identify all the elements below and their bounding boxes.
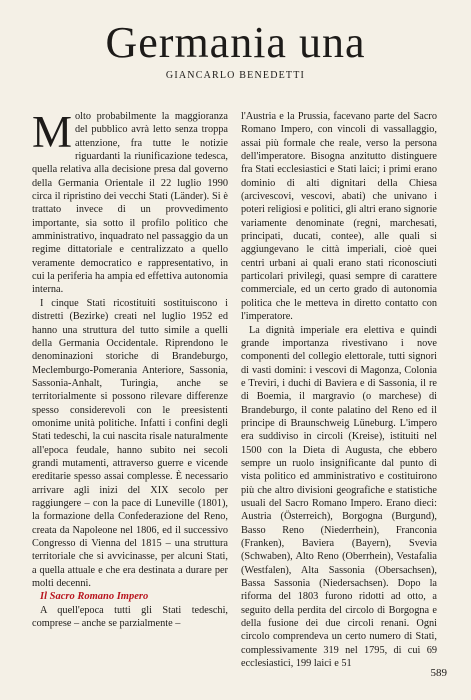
section-heading: Il Sacro Romano Impero <box>40 591 149 603</box>
paragraph-stati: I cinque Stati ricostituiti sostituiscono i distretti (Bezirke) creati nel luglio 1952 ed hanno una struttura del tutto simile a quelli della Germania Occidentale. Riprendono le denominazioni storiche di Brandeburgo, Meclemburgo-Pomerania Anteriore, Sassonia, Sassonia-Anhalt, Turingia, anche se territorialmente si possono rilevare differenze spesso considerevoli con le preesistenti omonime unità politiche. Infatti i confini degli Stati tedeschi, la cui nascita risale naturalmente all'epoca feudale, hanno subito nei secoli grandi mutamenti, attraverso guerre e vicende ereditarie spesso assai complesse. È necessario arrivare agli inizi del XIX secolo per raggiungere – con la pace di Luneville (1801), la formazione della Confederazione del Reno, creata da Napoleone nel 1806, ed il successivo Congresso di Vienna del 1815 – una struttura territoriale che si avvicinasse, per alcuni Stati, a quella attuale e che era destinata a durare per molti decenni. <box>32 297 228 590</box>
left-column <box>32 107 228 630</box>
intro-paragraph-text: olto probabilmente la maggioranza del pubblico avrà letto senza troppa attenzione, fra tutte le notizie riguardanti la riunificazione tedesca, quella relativa alla decisione presa dal governo della Germania Orientale il 22 luglio 1990 circa il ripristino dei vecchi Stati (Länder). Si è trattato invece di un provvedimento importante, sia sotto il profilo politico che amministrativo, inquadrato nel passaggio da un regime dittatoriale e centralizzato a quello veramente democratico e rappresentativo, in cui la periferia ha ampia ed effettiva autonomia interna. <box>32 111 228 296</box>
paragraph-epoca: A quell'epoca tutti gli Stati tedeschi, comprese – anche se parzialmente – <box>32 604 228 630</box>
author-name: GIANCARLO BENEDETTI <box>165 70 306 81</box>
drop-cap: M <box>32 107 73 157</box>
paragraph-dignita: La dignità imperiale era elettiva e quindi grande importanza rivestivano i nove componenti del collegio elettorale, tutti signori di vasti domini: i vescovi di Magonza, Colonia e Treviri, i duchi di Baviera e di Sassonia, il re di Boemia, il margravio (o marchese) di Brandeburgo, il conte palatino del Reno ed il principe di Braunschweig Lüneburg. L'impero era suddiviso in circoli (Kreise), istituiti nel 1500 con la Dieta di Augusta, che ebbero sempre un ruolo insignificante dal punto di vista politico ed amministrativo e costituirono più che altro divisioni geografiche e statistiche usuali del Sacro Romano Impero. Erano dieci: Austria (Österreich), Borgogna (Burgund), Basso Reno (Niederrhein), Franconia (Franken), Baviera (Bayern), Svevia (Schwaben), Alto Reno (Oberrhein), Vestafalia (Westfalen), Alta Sassonia (Obersachsen), Bassa Sassonia (Niedersachsen). Dopo la riforma del 1803 furono ridotti ad otto, a seguito della perdita del circolo di Borgogna e della fusione dei due circoli renani. Ogni circolo comprendeva un certo numero di Stati, complessivamente 319 nel 1795, di cui 69 ecclesiastici, 199 laici e 51 <box>241 324 437 670</box>
right-column <box>241 110 437 670</box>
paragraph-austria: l'Austria e la Prussia, facevano parte del Sacro Romano Impero, con vincoli di vassallaggio, assai più formale che reale, verso la persona dell'imperatore. Bisogna anzitutto distinguere fra Stati ecclesiastici e Stati laici; i primi erano dominio di alti dignitari della Chiesa (arcivescovi, vescovi, abati) che univano i poteri religiosi e politici, gli altri erano signorie variamente denominate (regni, marchesati, principati, ducati, contee), alle quali si aggiungevano le città imperiali, cioè quei centri urbani ai quali erano stati riconosciuti particolari privilegi, quasi sempre di carattere commerciale, ed un certo grado di autonomia politica che le metteva in diretto contatto con l'imperatore. <box>241 111 437 323</box>
page-number: 589 <box>430 667 447 679</box>
page-title: Germania una <box>105 18 366 67</box>
intro-paragraph <box>32 107 228 297</box>
